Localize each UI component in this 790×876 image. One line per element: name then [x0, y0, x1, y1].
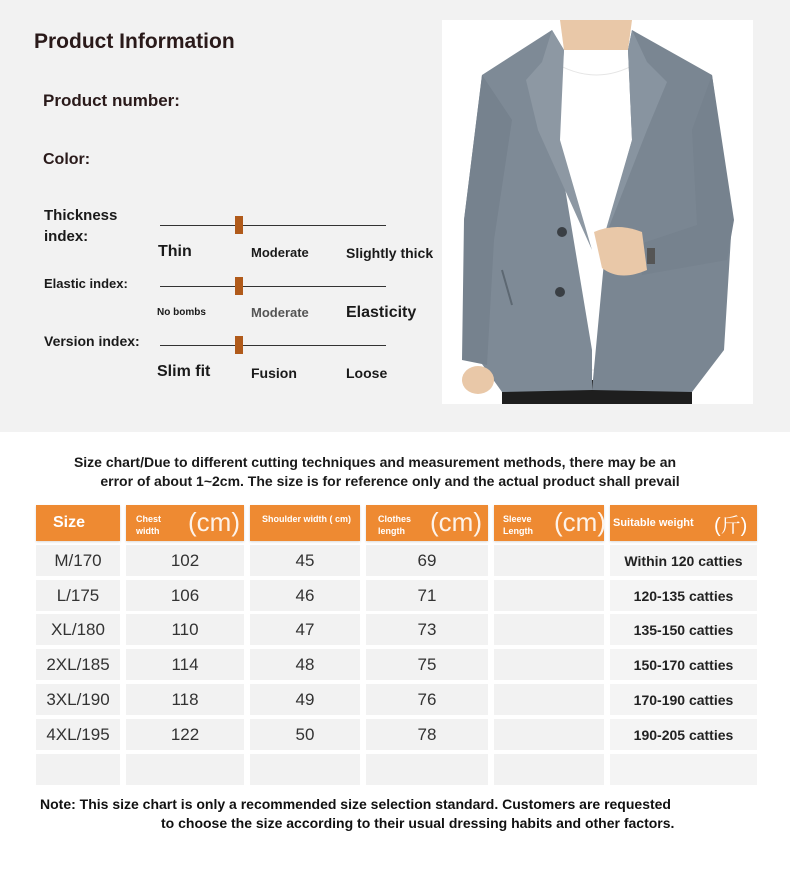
header-sleeve-unit: (cm) — [554, 507, 606, 537]
table-cell-shoulder — [250, 754, 360, 785]
version-slider-knob — [235, 336, 243, 354]
note-line2: to choose the size according to their usual dressing habits and other factors. — [161, 815, 675, 831]
thickness-index-label: Thickness index: — [44, 207, 118, 245]
header-shoulder-width — [250, 505, 360, 541]
table-cell-size: XL/180 — [36, 614, 120, 645]
header-size — [36, 505, 120, 541]
table-cell-sleeve — [494, 649, 604, 680]
elastic-slider-knob — [235, 277, 243, 295]
header-suitable-weight — [610, 505, 757, 541]
thickness-option-thin: Thin — [158, 243, 192, 260]
elastic-option-moderate: Moderate — [251, 305, 309, 320]
table-cell-chest: 110 — [126, 614, 244, 645]
version-option-slim-fit: Slim fit — [157, 363, 211, 380]
header-size-label: Size — [53, 514, 86, 531]
thickness-option-moderate: Moderate — [251, 245, 309, 260]
table-cell-clothes: 71 — [366, 580, 488, 611]
color-label: Color: — [43, 151, 91, 168]
version-slider-track — [160, 345, 386, 346]
thickness-slider-knob — [235, 216, 243, 234]
table-cell-chest: 118 — [126, 684, 244, 715]
table-cell-size — [36, 754, 120, 785]
product-photo — [442, 20, 753, 404]
table-cell-sleeve — [494, 580, 604, 611]
table-cell-shoulder: 50 — [250, 719, 360, 750]
table-cell-sleeve — [494, 684, 604, 715]
blazer-illustration — [442, 20, 753, 404]
table-cell-chest: 122 — [126, 719, 244, 750]
table-cell-shoulder: 47 — [250, 614, 360, 645]
table-cell-sleeve — [494, 545, 604, 576]
table-cell-chest: 114 — [126, 649, 244, 680]
thickness-slider-track — [160, 225, 386, 226]
table-cell-chest: 102 — [126, 545, 244, 576]
size-chart-caption-line2: error of about 1~2cm. The size is for reference only and the actual product shall prevail — [100, 473, 680, 489]
table-cell-sleeve — [494, 614, 604, 645]
table-cell-clothes: 75 — [366, 649, 488, 680]
table-cell-size: M/170 — [36, 545, 120, 576]
elastic-option-no-bombs: No bombs — [157, 307, 206, 318]
table-cell-weight: 170-190 catties — [610, 684, 757, 715]
table-cell-sleeve — [494, 719, 604, 750]
table-cell-chest: 106 — [126, 580, 244, 611]
header-chest-width — [126, 505, 244, 541]
elastic-option-elasticity: Elasticity — [346, 304, 417, 321]
table-cell-weight: 120-135 catties — [610, 580, 757, 611]
version-option-loose: Loose — [346, 365, 388, 381]
table-cell-size: L/175 — [36, 580, 120, 611]
table-cell-sleeve — [494, 754, 604, 785]
thickness-option-slightly-thick: Slightly thick — [346, 245, 434, 261]
version-index-label: Version index: — [44, 333, 140, 349]
header-sleeve-length — [494, 505, 604, 541]
header-chest-unit: (cm) — [188, 507, 240, 537]
table-cell-clothes — [366, 754, 488, 785]
table-cell-clothes: 73 — [366, 614, 488, 645]
table-cell-weight — [610, 754, 757, 785]
header-clothes-label: Clothes length — [378, 514, 412, 536]
table-cell-chest — [126, 754, 244, 785]
table-cell-weight: 150-170 catties — [610, 649, 757, 680]
table-cell-weight: 190-205 catties — [610, 719, 757, 750]
table-cell-clothes: 69 — [366, 545, 488, 576]
header-chest-label: Chest width — [136, 514, 162, 536]
table-cell-weight: 135-150 catties — [610, 614, 757, 645]
product-number-label: Product number: — [43, 91, 180, 110]
header-clothes-unit: (cm) — [430, 507, 482, 537]
page-title: Product Information — [34, 30, 235, 53]
table-cell-clothes: 76 — [366, 684, 488, 715]
elastic-slider-track — [160, 286, 386, 287]
table-cell-shoulder: 45 — [250, 545, 360, 576]
table-cell-shoulder: 46 — [250, 580, 360, 611]
note-line1: Note: This size chart is only a recommended size selection standard. Customers are requested — [40, 796, 671, 812]
elastic-index-label: Elastic index: — [44, 276, 128, 291]
header-sleeve-label: Sleeve Length — [503, 514, 533, 536]
header-shoulder-label: Shoulder width ( cm) — [262, 514, 351, 524]
table-cell-size: 2XL/185 — [36, 649, 120, 680]
header-clothes-length — [366, 505, 488, 541]
size-chart-caption-line1: Size chart/Due to different cutting techniques and measurement methods, there may be an — [73, 454, 677, 470]
table-cell-shoulder: 48 — [250, 649, 360, 680]
table-cell-size: 4XL/195 — [36, 719, 120, 750]
table-cell-clothes: 78 — [366, 719, 488, 750]
table-cell-size: 3XL/190 — [36, 684, 120, 715]
header-weight-unit: (斤) — [714, 515, 748, 537]
table-cell-shoulder: 49 — [250, 684, 360, 715]
version-option-fusion: Fusion — [251, 365, 297, 381]
header-weight-label: Suitable weight — [613, 517, 694, 529]
table-cell-weight: Within 120 catties — [610, 545, 757, 576]
